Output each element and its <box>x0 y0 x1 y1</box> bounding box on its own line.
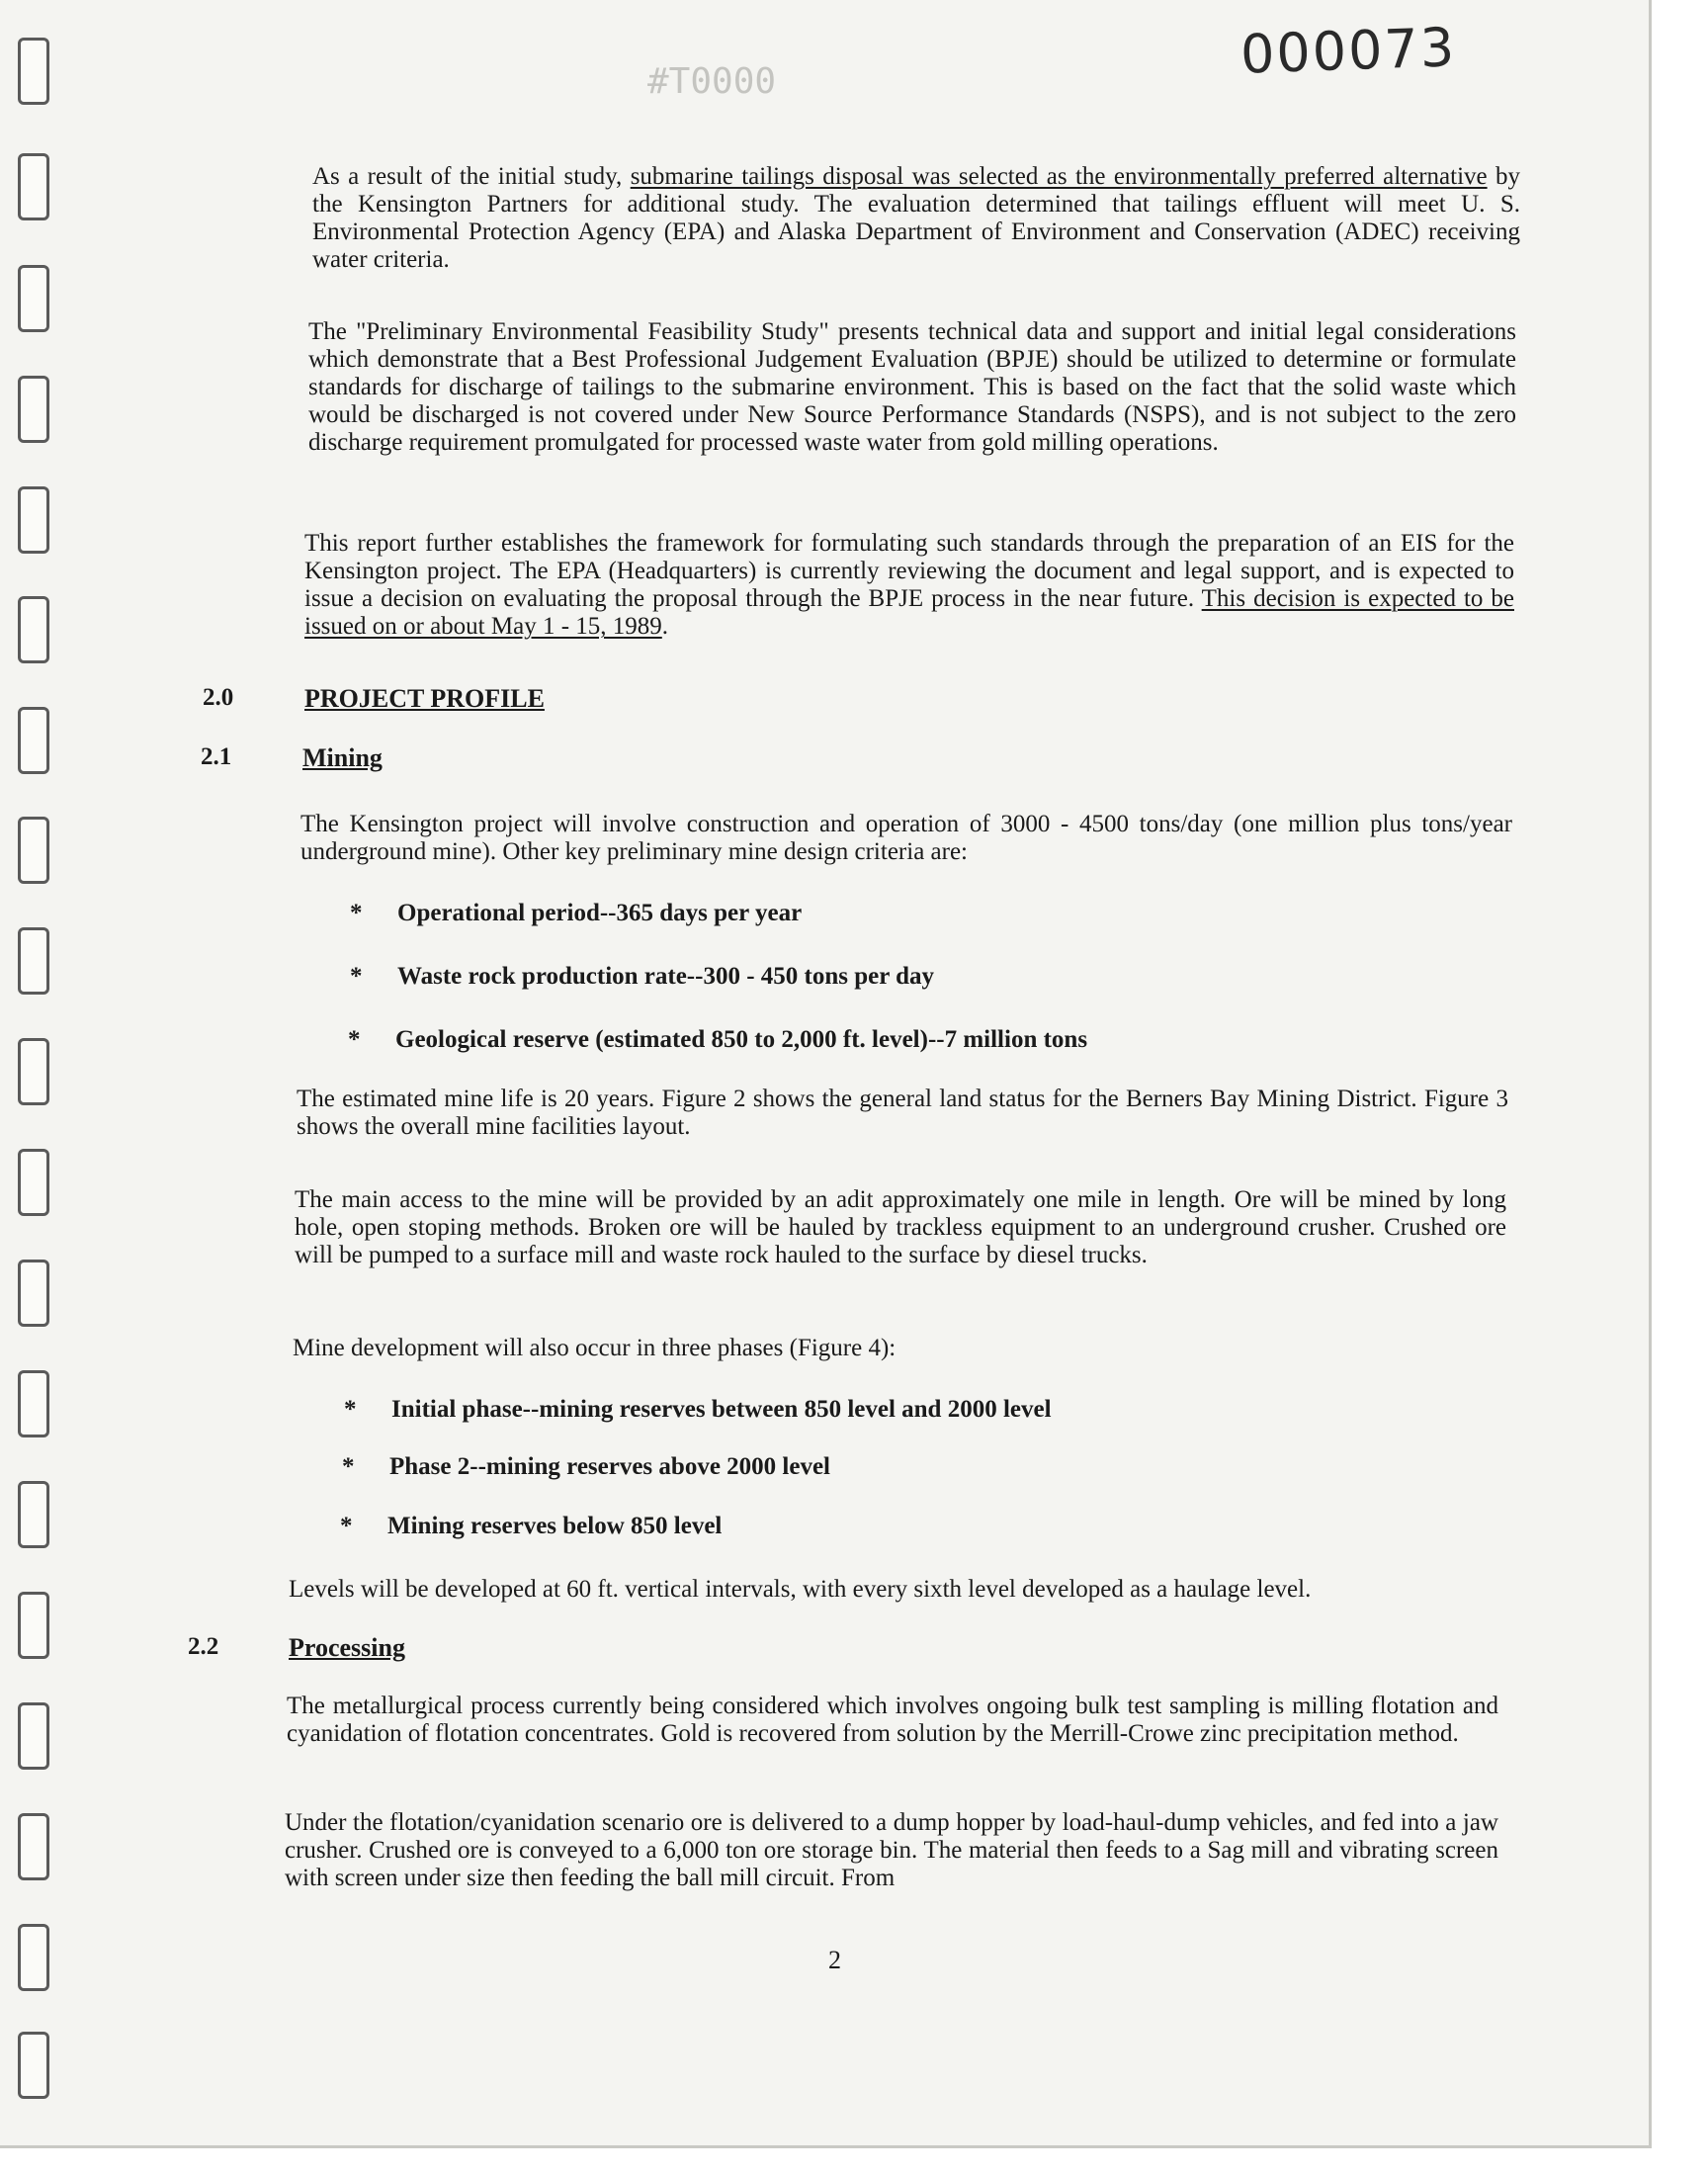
binder-hole-icon <box>18 1702 49 1770</box>
binder-hole-icon <box>18 2032 49 2099</box>
phase-item: * Phase 2--mining reserves above 2000 level <box>342 1453 830 1480</box>
asterisk-bullet-icon: * <box>344 1396 357 1423</box>
mining-paragraph-2: The estimated mine life is 20 years. Figure 2 shows the general land status for the Berners Bay Mining District. Figure 3 shows the overall mine facilities layout. <box>297 1086 1508 1140</box>
binder-hole-icon <box>18 1592 49 1659</box>
section-heading: Processing <box>289 1633 405 1662</box>
criteria-item: * Operational period--365 days per year <box>350 900 803 926</box>
asterisk-bullet-icon: * <box>350 963 363 990</box>
binder-hole-icon <box>18 153 49 220</box>
mining-paragraph-4: Mine development will also occur in three phases (Figure 4): <box>293 1335 897 1361</box>
intro-paragraph-2: The "Preliminary Environmental Feasibility Study" presents technical data and support and initial legal considerations which demonstrate that a Best Professional Judgement Evaluation (BPJE) should be utilized to determine or formulate standards for discharge of tailings to the submarine environment. This is based on the fact that the solid waste which would be discharged is not covered under New Source Performance Standards (NSPS), and is not subject to the zero discharge requirement promulgated for processed waste water from gold milling operations. <box>308 318 1516 456</box>
criteria-item: * Geological reserve (estimated 850 to 2,000 ft. level)--7 million tons <box>348 1026 1088 1053</box>
binder-hole-icon <box>18 1370 49 1437</box>
asterisk-bullet-icon: * <box>348 1026 361 1053</box>
binder-hole-icon <box>18 1924 49 1991</box>
binder-hole-icon <box>18 1813 49 1880</box>
underlined-phrase: submarine tailings disposal was selected as the environmentally preferred alternative <box>630 163 1488 190</box>
binder-hole-icon <box>18 486 49 554</box>
intro-paragraph-3: This report further establishes the framework for formulating such standards through the preparation of an EIS for the Kensington project. The EPA (Headquarters) is currently reviewing the document and legal support, and is expected to issue a decision on evaluating the proposal through the BPJE process in the near future. This decision is expected to be issued on or about May 1 - 15, 1989. <box>304 530 1514 640</box>
processing-paragraph-1: The metallurgical process currently being considered which involves ongoing bulk test sampling is milling flotation and cyanidation of flotation concentrates. Gold is recovered from solution by the Merrill-Crowe zinc precipitation method. <box>287 1693 1498 1747</box>
intro-paragraph-1: As a result of the initial study, submarine tailings disposal was selected as the environmentally preferred alternative by the Kensington Partners for additional study. The evaluation determined that tailings effluent will meet U. S. Environmental Protection Agency (EPA) and Alaska Department of Environment and Conservation (ADEC) receiving water criteria. <box>312 163 1521 273</box>
section-heading: PROJECT PROFILE <box>304 684 545 713</box>
asterisk-bullet-icon: * <box>342 1453 355 1480</box>
handwritten-page-stamp: 000073 <box>1238 16 1458 86</box>
section-heading: Mining <box>302 743 383 772</box>
mining-paragraph-3: The main access to the mine will be provided by an adit approximately one mile in length. Ore will be mined by long hole, open stoping methods. Broken ore will be hauled by trackless equipment to an underground crusher. Crushed ore will be pumped to a surface mill and waste rock hauled to the surface by diesel trucks. <box>295 1186 1506 1268</box>
underlined-phrase: This decision is expected to be issued on or about May 1 - 15, 1989 <box>304 585 1514 640</box>
mining-paragraph-1: The Kensington project will involve construction and operation of 3000 - 4500 tons/day (one million plus tons/year underground mine). Other key preliminary mine design criteria are: <box>300 811 1512 865</box>
binder-hole-icon <box>18 376 49 443</box>
asterisk-bullet-icon: * <box>340 1513 353 1539</box>
binder-hole-icon <box>18 1481 49 1548</box>
section-number: 2.1 <box>201 743 232 770</box>
binder-hole-icon <box>18 927 49 995</box>
binder-hole-icon <box>18 707 49 774</box>
binder-hole-icon <box>18 596 49 663</box>
binder-hole-icon <box>18 1149 49 1216</box>
binder-hole-icon <box>18 38 49 105</box>
phase-item: * Mining reserves below 850 level <box>340 1513 723 1539</box>
section-number: 2.0 <box>203 684 234 711</box>
binder-hole-icon <box>18 817 49 884</box>
criteria-item: * Waste rock production rate--300 - 450 tons per day <box>350 963 935 990</box>
processing-paragraph-2: Under the flotation/cyanidation scenario ore is delivered to a dump hopper by load-haul-dump vehicles, and fed into a jaw crusher. Crushed ore is conveyed to a 6,000 ton ore storage bin. The material then feeds to a Sag mill and vibrating screen with screen under size then feeding the ball mill circuit. From <box>285 1809 1498 1891</box>
binder-hole-icon <box>18 1038 49 1105</box>
mining-paragraph-5: Levels will be developed at 60 ft. vertical intervals, with every sixth level developed as a haulage level. <box>289 1576 1312 1603</box>
phase-item: * Initial phase--mining reserves between 850 level and 2000 level <box>344 1396 1052 1423</box>
asterisk-bullet-icon: * <box>350 900 363 926</box>
section-number: 2.2 <box>188 1633 219 1660</box>
binder-hole-icon <box>18 1260 49 1327</box>
faint-stamp-number: #T0000 <box>647 61 777 102</box>
binder-hole-icon <box>18 265 49 332</box>
page-number: 2 <box>828 1946 841 1974</box>
